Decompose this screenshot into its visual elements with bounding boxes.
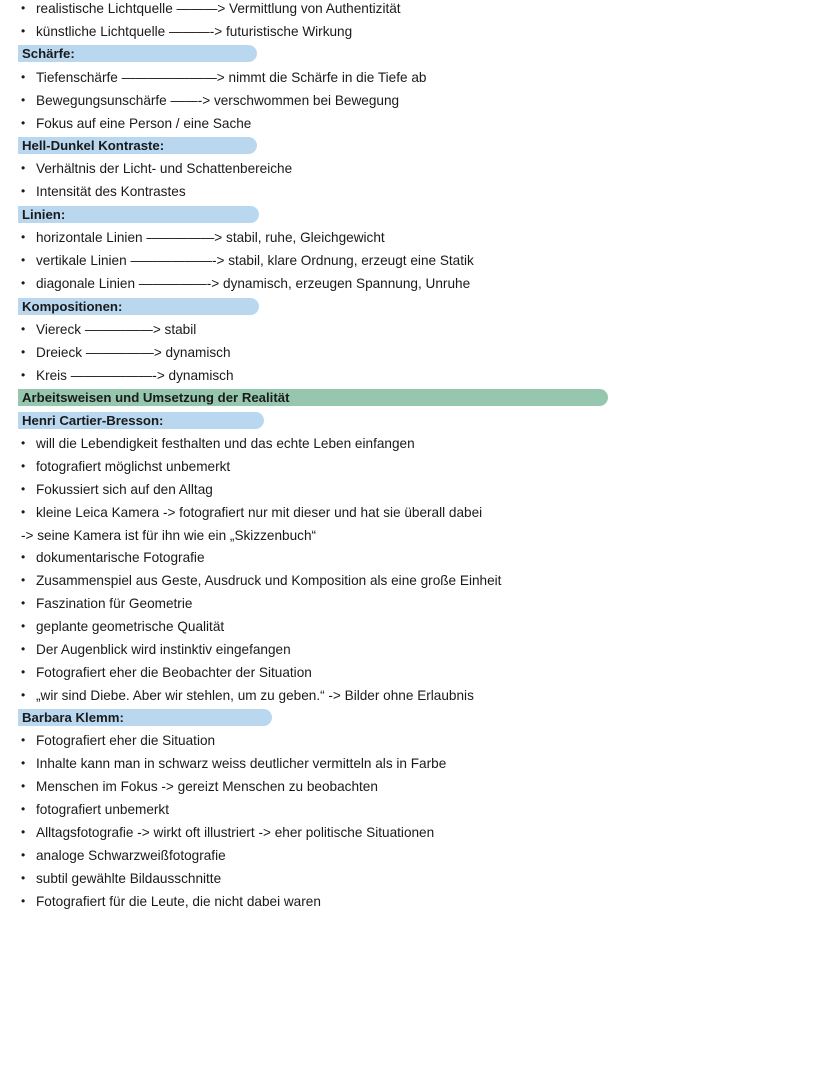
bullet-icon: • bbox=[21, 24, 26, 38]
heading-linien: Linien: bbox=[18, 206, 259, 223]
heading-kompositionen: Kompositionen: bbox=[18, 298, 259, 315]
notes-page: • realistische Lichtquelle ———> Vermittlung von Authentizität • künstliche Lichtquelle ———-> futuristische Wirkung Schärfe: • Tiefenschärfe ———————> nimmt die Schärfe in die Tiefe ab • Bewegungsunschärfe ——-> verschwommen bei Bewegung • Fokus auf eine Person / eine Sache Hell-Dunkel Kontraste: • Verhältnis der Licht- und Schattenbereiche • Intensität des Kontrastes Linien: • horizontale Linien —————> stabil, ruhe, Gleichgewicht • vertikale Linien ——————-> stabil, klare Ordnung, erzeugt eine Statik • diagonale Linien —————-> dynamisch, erzeugen Spannung, Unruhe Kompositionen: • Viereck —————> stabil • Dreieck —————> dynamisch • Kreis ——————-> dynamisch Arbeitsweisen und Umsetzung der Realität Henri Cartier-Bresson: • will die Lebendigkeit festhalten und das echte Leben einfangen • fotografiert möglichst unbemerkt • Fokussiert sich auf den Alltag • kleine Leica Kamera -> fotografiert nur mit dieser und hat sie überall dabei -> seine Kamera ist für ihn wie ein „Skizzenbuch“ • dokumentarische Fotografie • Zusammenspiel aus Geste, Ausdruck und Komposition als eine große Einheit • Faszination für Geometrie • geplante geometrische Qualität • Der Augenblick wird instinktiv eingefangen • Fotografiert eher die Beobachter der Situation • „wir sind Diebe. Aber wir stehlen, um zu geben.“ -> Bilder ohne Erlaubnis Barbara Klemm: • Fotografiert eher die Situation • Inhalte kann man in schwarz weiss deutlicher vermitteln als in Farbe • Menschen im Fokus -> gereizt Menschen zu beobachten • fotografiert unbemerkt • Alltagsfotografie -> wirkt oft illustriert -> eher politische Situationen • analoge Schwarzweißfotografie • subtil gewählte Bildausschnitte • Fotografiert für die Leute, die nicht dabei waren bbox=[0, 0, 828, 1086]
bullet-icon: • bbox=[21, 573, 26, 587]
bullet-icon: • bbox=[21, 459, 26, 473]
bullet-icon: • bbox=[21, 253, 26, 267]
bullet-icon: • bbox=[21, 848, 26, 862]
bullet-icon: • bbox=[21, 756, 26, 770]
bullet-icon: • bbox=[21, 642, 26, 656]
section-heading: Arbeitsweisen und Umsetzung der Realität bbox=[18, 389, 608, 406]
bullet-icon: • bbox=[21, 93, 26, 107]
bullet-icon: • bbox=[21, 596, 26, 610]
bullet-icon: • bbox=[21, 550, 26, 564]
bullet-icon: • bbox=[21, 436, 26, 450]
bullet-icon: • bbox=[21, 368, 26, 382]
bullet-icon: • bbox=[21, 322, 26, 336]
bullet-icon: • bbox=[21, 619, 26, 633]
bullet-icon: • bbox=[21, 1, 26, 15]
bullet-icon: • bbox=[21, 184, 26, 198]
bullet-icon: • bbox=[21, 825, 26, 839]
heading-kontraste: Hell-Dunkel Kontraste: bbox=[18, 137, 257, 154]
bullet-icon: • bbox=[21, 161, 26, 175]
bullet-icon: • bbox=[21, 665, 26, 679]
bullet-icon: • bbox=[21, 482, 26, 496]
bullet-icon: • bbox=[21, 276, 26, 290]
bullet-icon: • bbox=[21, 505, 26, 519]
bullet-icon: • bbox=[21, 116, 26, 130]
bullet-icon: • bbox=[21, 230, 26, 244]
bullet-icon: • bbox=[21, 70, 26, 84]
bullet-icon: • bbox=[21, 345, 26, 359]
bullet-icon: • bbox=[21, 894, 26, 908]
bullet-icon: • bbox=[21, 733, 26, 747]
heading-bresson: Henri Cartier-Bresson: bbox=[18, 412, 264, 429]
bullet-icon: • bbox=[21, 871, 26, 885]
bullet-icon: • bbox=[21, 779, 26, 793]
heading-klemm: Barbara Klemm: bbox=[18, 709, 272, 726]
bullet-icon: • bbox=[21, 688, 26, 702]
bullet-icon: • bbox=[21, 802, 26, 816]
heading-schaerfe: Schärfe: bbox=[18, 45, 257, 62]
